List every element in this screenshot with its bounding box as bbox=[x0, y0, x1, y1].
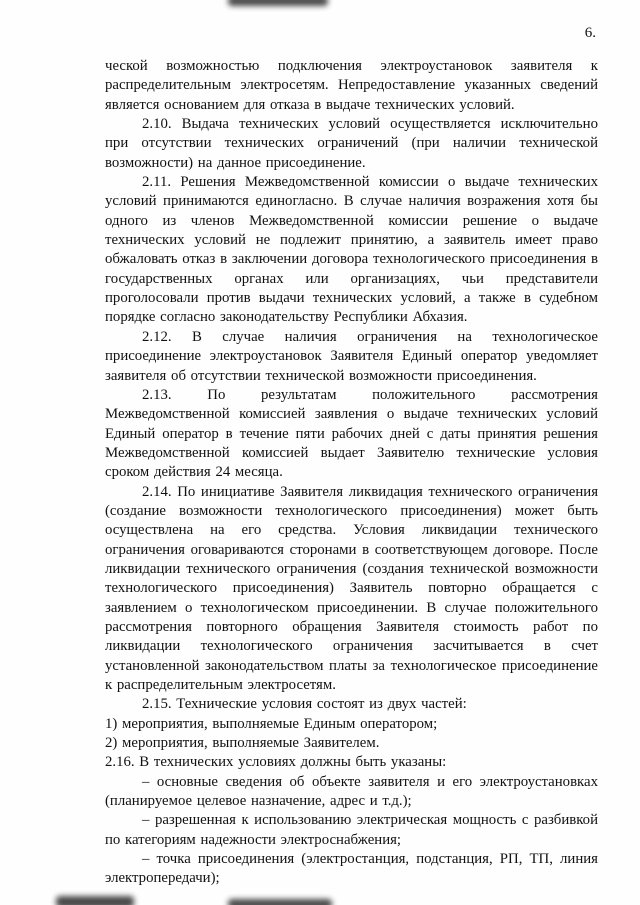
dash-item-1: – основные сведения об объекте заявителя и его электроустановках (планируемое целевое назначение, адрес и т.д.); bbox=[105, 773, 598, 810]
scan-artifact-top bbox=[228, 0, 328, 6]
paragraph-2-13: 2.13. По результатам положительного рассмотрения Межведомственной комиссией заявления о выдаче технических условий Единый оператор в течение пяти рабочих дней с даты принятия решения Межведомственной комиссией выдает Заявителю технические условия сроком действия 24 месяца. bbox=[105, 386, 598, 481]
document-body bbox=[105, 57, 598, 889]
paragraph-2-10: 2.10. Выдача технических условий осуществляется исключительно при отсутствии технических ограничений (при наличии технической возможности) на данное присоединение. bbox=[105, 116, 598, 171]
dash-item-3: – точка присоединения (электростанция, подстанция, РП, ТП, линия электропередачи); bbox=[105, 851, 598, 887]
paragraph-2-16: 2.16. В технических условиях должны быть указаны: bbox=[105, 754, 447, 771]
paragraph-2-11: 2.11. Решения Межведомственной комиссии о выдаче технических условий принимаются единогласно. В случае наличия возражения хотя бы одного из членов Межведомственной комиссии решение о выдаче технических условий не подлежит принятию, а заявитель имеет право обжаловать отказ в заключении договора технологического присоединения в государственных органах или организациях, чьи представители проголосовали против выдачи технических условий, а также в судебном порядке согласно законодательству Республики Абхазия. bbox=[105, 174, 598, 326]
list-item-2: 2) мероприятия, выполняемые Заявителем. bbox=[105, 735, 380, 752]
scan-artifact-bottom-left bbox=[56, 896, 134, 905]
paragraph-2-14: 2.14. По инициативе Заявителя ликвидация технического ограничения (создание возможности технологического присоединения) может быть осуществлена на его средства. Условия ликвидации технического ограничения оговариваются сторонами в соответствующем договоре. После ликвидации технического ограничения (создания технической возможности технологического присоединения) Заявитель повторно обращается с заявлением о технологическом присоединении. В случае положительного рассмотрения повторного обращения Заявителя стоимость работ по ликвидации технологического ограничения засчитывается в счет установленной законодательством платы за технологическое присоединение к распределительным электросетям. bbox=[105, 483, 598, 693]
paragraph-2-15: 2.15. Технические условия состоят из двух частей: bbox=[142, 696, 467, 713]
paragraph-2-12: 2.12. В случае наличия ограничения на технологическое присоединение электроустановок Заявителя Единый оператор уведомляет заявителя об отсутствии технической возможности присоединения. bbox=[105, 328, 598, 384]
dash-item-2: – разрешенная к использованию электрическая мощность с разбивкой по категориям надежности электроснабжения; bbox=[105, 812, 598, 848]
scan-artifact-bottom-center bbox=[228, 899, 332, 905]
paragraph-continuation: ческой возможностью подключения электроустановок заявителя к распределительным электросетям. Непредоставление указанных сведений является основанием для отказа в выдаче технических условий. bbox=[105, 58, 598, 113]
page-number: 6. bbox=[584, 25, 596, 41]
list-item-1: 1) мероприятия, выполняемые Единым оператором; bbox=[105, 715, 438, 732]
